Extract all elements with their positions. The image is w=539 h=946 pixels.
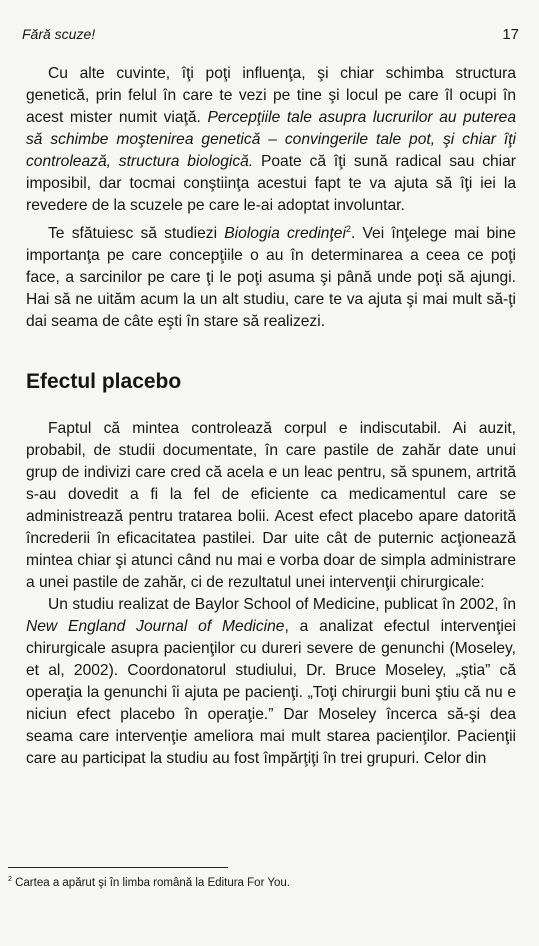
paragraph bbox=[26, 594, 516, 770]
footnote-marker: 2 bbox=[8, 876, 12, 884]
text-run: , a analizat efectul intervenţiei chirurgicale asupra pacienţilor cu dureri severe de genunchi (Moseley, et al, 2002). Coordonatorul studiului, Dr. Bruce Moseley, „ştia” că operaţia la genunchi îi ajuta pe pacienţi. „Toţi chirurgii buni ştiu că nu e niciun efect placebo în operaţie.” Dar Moseley încerca să-şi dea seama care intervenţie ameliora mai mult starea pacienţilor. Pacienţii care au participat la studiu au fost împărţiţi în trei grupuri. Celor din bbox=[26, 618, 516, 767]
text-run: Un studiu realizat de Baylor School of Medicine, publicat în 2002, în bbox=[48, 596, 516, 613]
footnote bbox=[8, 876, 518, 891]
book-title: Biologia credinţei bbox=[224, 225, 346, 242]
page-header bbox=[22, 26, 519, 46]
text-run: Cu alte cuvinte, îţi poţi influenţa, şi chiar schimba structura genetică, prin felul în care te vezi pe tine şi locul pe care îl ocupi în acest mister numit viaţă. bbox=[26, 65, 516, 126]
footnote-ref: 2 bbox=[345, 223, 351, 234]
running-title: Fără scuze! bbox=[22, 26, 96, 42]
text-run: Te sfătuiesc să studiezi bbox=[48, 225, 225, 242]
text-run: Poate că îţi sună radical sau chiar imposibil, dar tocmai conştiinţa acestui fapt te va ajuta să îţi iei la revedere de la scuzele pe care le-ai adoptat involuntar. bbox=[26, 153, 516, 214]
journal-title: New England Journal of Medicine bbox=[26, 618, 285, 635]
paragraph bbox=[26, 63, 516, 217]
footnote-divider bbox=[8, 867, 228, 868]
body-text bbox=[26, 63, 516, 770]
section-heading: Efectul placebo bbox=[26, 370, 182, 393]
paragraph bbox=[26, 223, 516, 333]
paragraph: Faptul că mintea controlează corpul e indiscutabil. Ai auzit, probabil, de studii documentate, în care pastile de zahăr date unui grup de indivizi care cred că acela e un leac pentru, să spunem, artrită s-au dovedit a fi la fel de eficiente ca medicamentul care se administrează pentru tratarea bolii. Acest efect placebo apare datorită încrederii în eficacitatea pastilei. Dar uite cât de puternic acţionează mintea chiar şi atunci când nu mai e vorba doar de simpla administrare a unei pastile de zahăr, ci de rezultatul unei intervenţii chirurgicale: bbox=[26, 420, 516, 591]
footnote-text: Cartea a apărut şi în limba română la Editura For You. bbox=[15, 877, 290, 889]
italic-run: Percepţiile tale asupra lucrurilor au puterea să schimbe moştenirea genetică – convingerile tale pot, şi chiar îţi controlează, structura biologică. bbox=[26, 109, 517, 170]
text-run: . Vei înţelege mai bine importanţa pe care concepţiile o au în determinarea a ceea ce poţi face, a sarcinilor pe care ţi le poţi asuma şi până unde poţi să ajungi. Hai să ne uităm acum la un alt studiu, care te va ajuta şi mai mult să-ţi dai seama de câte eşti în stare să realizezi. bbox=[26, 225, 516, 330]
page-number: 17 bbox=[502, 26, 519, 43]
